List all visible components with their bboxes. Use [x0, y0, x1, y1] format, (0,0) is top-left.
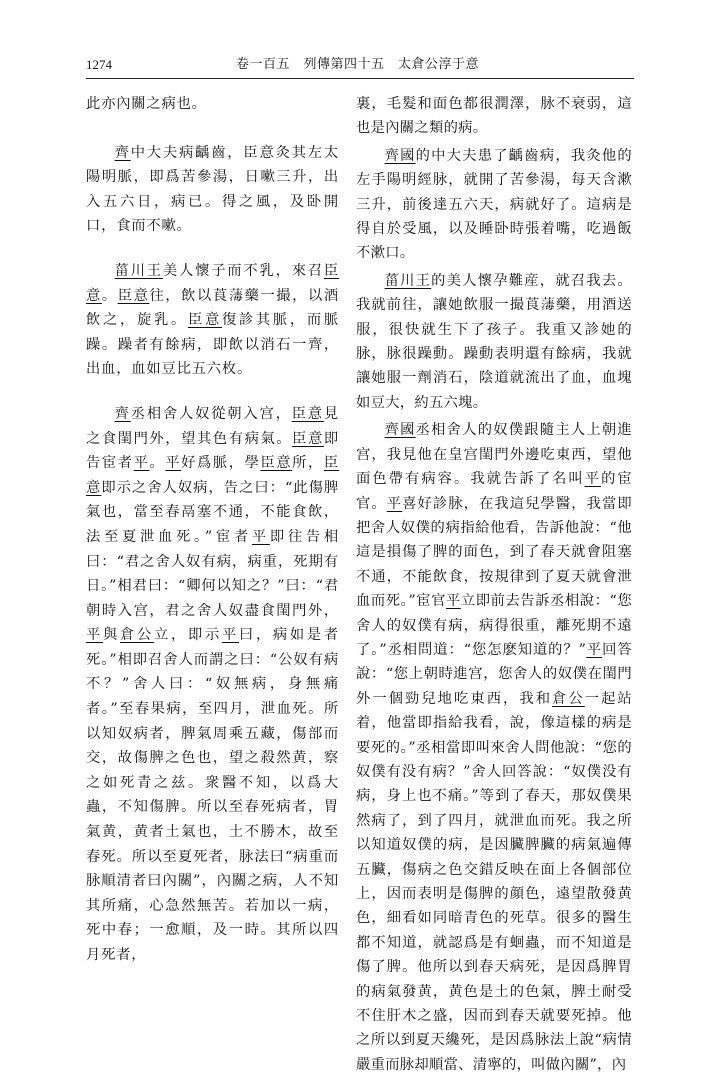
left-paragraph-4: 齊丞相舍人奴從朝入宫，臣意見之食閨門外，望其色有病氣。臣意即告宦者平。平好爲脈，學臣意所，臣意即示之舍人奴病，告之曰：“此傷脾氣也，當至春鬲塞不通，不能食飲，法至夏泄血死。”宦者平即往告相曰：“君之舍人奴有病，病重，死期有日。”相君曰：“卿何以知之？”曰：“君朝時入宫，君之舍人奴盡食閨門外，平與倉公立，即示平曰，病如是者死。”相即召舍人而謂之曰：“公奴有病不？”舍人曰：“奴無病，身無痛者。”至春果病，至四月，泄血死。所以知奴病者，脾氣周乘五藏，傷部而交，故傷脾之色也，望之殺然黄，察之如死青之兹。衆醫不知，以爲大蟲，不知傷脾。所以至春死病者，胃氣黄，黄者土氣也，土不勝木，故至春死。所以至夏死者，脉法曰“病重而脉順清者曰內關”，內關之病，人不知其所痛，心急然無苦。若加以一病，死中春；一愈順，及一時。其所以四月死者， [86, 405, 339, 963]
right-paragraph-4: 齊國丞相舍人的奴僕跟隨主人上朝進宫，我見他在皇宫閨門外邊吃東西，望他面色帶有病容。我就告訴了名叫平的宦官。平喜好診脉，在我這兒學醫，我當即把舍人奴僕的病指給他看，告訴他說：“他這是損傷了脾的面色，到了春天就會阻塞不通，不能飲食，按規律到了夏天就會泄血而死。”宦官平立即前去告訴丞相說：“您舍人的奴僕有病，病得很重，離死期不遠了。”丞相問道：“您怎麽知道的？”平回答說：“您上朝時進宫，您舍人的奴僕在閨門外一個勁兒地吃東西，我和倉公一起站着，他當即指給我看，說，像這樣的病是要死的。”丞相當即叫來舍人問他說：“您的奴僕有没有病？”舍人回答說：“奴僕没有病，身上也不痛。”等到了春天，那奴僕果然病了，到了四月，就泄血而死。我之所以知道奴僕的病，是因臟脾臟的病氣遍傳五臟，傷病之色交錯反映在面上各個部位上，因而表明是傷脾的顔色，遠望散發黄色，細看如同暗青色的死草。很多的醫生都不知道，就認爲是有蛔蟲，而不知道是傷了脾。他所以到春天病死，是因爲脾胃的病氣發黄，黄色是土的色氣，脾土耐受不住肝木之盛，因而到春天就要死掉。他之所以到夏天纔死，是因爲脉法上說“病情嚴重而脉却順當、清寧的，叫做內關”，內 [356, 422, 632, 1073]
right-column-translation [356, 92, 632, 1080]
header-rule [86, 78, 634, 79]
right-paragraph-2: 齊國的中大夫患了齲齒病，我灸他的左手陽明經脉，就開了苦參湯，每天含漱三升，前後達五六天，病就好了。這病是得自於受風，以及睡卧時張着嘴，吃過飯不漱口。 [356, 147, 632, 262]
left-paragraph-1: 此亦內關之病也。 [86, 96, 207, 112]
page-number: 1274 [86, 57, 112, 72]
left-paragraph-3: 菑川王美人懷子而不乳，來召臣意。臣意往，飲以莨𦺇藥一撮，以酒飲之，旋乳。臣意復診其脈，而脈躁。躁者有餘病，即飲以消石一齊，出血，血如豆比五六枚。 [86, 262, 339, 378]
right-paragraph-3: 菑川王的美人懷孕難産，就召我去。我就前往，讓她飲服一撮莨𦺇藥，用酒送服，很快就生下了孩子。我重又診她的脉，脉很躁動。躁動表明還有餘病，我就讓她服一劑消石，陰道就流出了血，血塊如豆大，約五六塊。 [356, 272, 632, 411]
page-header [86, 54, 634, 76]
right-paragraph-1: 裏，毛髮和面色都很潤澤，脉不衰弱，這也是內關之類的病。 [356, 96, 632, 137]
running-title: 卷一百五 列傳第四十五 太倉公淳于意 [236, 57, 480, 72]
left-column-classical-text [86, 92, 339, 988]
left-paragraph-2: 齊中大夫病齲齒，臣意灸其左太陽明脈，即爲苦參湯，日嗽三升，出入五六日，病已。得之風，及卧開口，食而不嗽。 [86, 144, 339, 235]
